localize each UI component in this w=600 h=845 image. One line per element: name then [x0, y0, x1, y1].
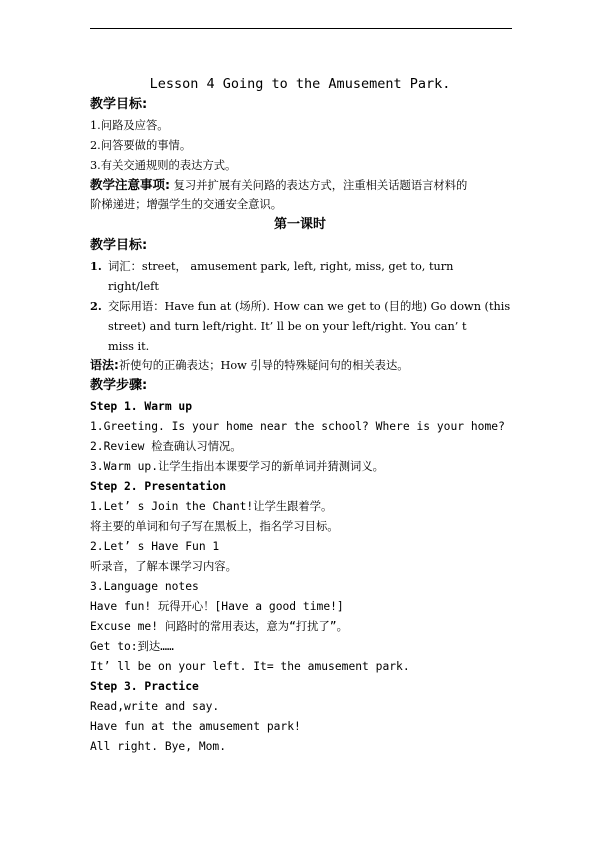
notes-text: 复习并扩展有关问路的表达方式，注重相关话题语言材料的 [170, 179, 468, 192]
step2-line: 听录音，了解本课学习内容。 [90, 560, 237, 573]
objective-item: 3.有关交通规则的表达方式。 [90, 159, 237, 172]
step2-line: Excuse me! 问路时的常用表达，意为“打扰了”。 [90, 620, 348, 633]
notes-label: 教学注意事项: [90, 177, 170, 192]
objectives-heading: 教学目标: [90, 97, 148, 112]
step2-line: Get to:到达…… [90, 640, 174, 653]
steps-heading: 教学步骤: [90, 378, 148, 393]
header-rule [90, 28, 512, 29]
expr-line: street) and turn left/right. It’ ll be on your left/right. You can’ t [108, 320, 467, 333]
step2-line: Have fun! 玩得开心！[Have a good time!] [90, 600, 344, 613]
grammar-label: 语法: [90, 358, 119, 372]
step1-heading: Step 1. Warm up [90, 400, 193, 413]
vocab-number: 1. [90, 259, 102, 273]
step3-line: All right. Bye, Mom. [90, 740, 227, 753]
step3-line: Have fun at the amusement park! [90, 720, 301, 733]
step3-line: Read,write and say. [90, 700, 220, 713]
step2-heading: Step 2. Presentation [90, 480, 227, 493]
step2-line: 2.Let’ s Have Fun 1 [90, 540, 220, 553]
step2-line: It’ ll be on your left. It= the amusement park. [90, 660, 410, 673]
step1-line: 3.Warm up.让学生指出本课要学习的新单词并猜测词义。 [90, 460, 384, 473]
step1-line: 1.Greeting. Is your home near the school? Where is your home? [90, 420, 505, 433]
notes-paragraph [90, 177, 467, 193]
lesson-title: Lesson 4 Going to the Amusement Park. [149, 76, 451, 92]
objectives-heading-2: 教学目标: [90, 238, 148, 253]
objective-item: 2.问答要做的事情。 [90, 139, 192, 152]
step2-line: 将主要的单词和句子写在黑板上，指名学习目标。 [90, 520, 339, 533]
step2-line: 1.Let’ s Join the Chant!让学生跟着学。 [90, 500, 333, 513]
objective-item: 1.问路及应答。 [90, 119, 169, 132]
step3-heading: Step 3. Practice [90, 680, 199, 693]
step1-line: 2.Review 检查确认习情况。 [90, 440, 242, 453]
vocab-line: 词汇：street， amusement park, left, right, miss, get to, turn [108, 260, 454, 273]
grammar-text: 祈使句的正确表达；How 引导的特殊疑问句的相关表达。 [118, 359, 409, 372]
period-title: 第一课时 [273, 217, 326, 232]
expr-number: 2. [90, 299, 102, 313]
vocab-line: right/left [108, 280, 159, 293]
step2-line: 3.Language notes [90, 580, 199, 593]
notes-text-cont: 阶梯递进；增强学生的交通安全意识。 [90, 198, 283, 211]
expr-line: miss it. [108, 340, 150, 353]
grammar-paragraph [90, 358, 409, 373]
expr-line: 交际用语：Have fun at (场所). How can we get to (目的地) Go down (this [108, 300, 511, 313]
